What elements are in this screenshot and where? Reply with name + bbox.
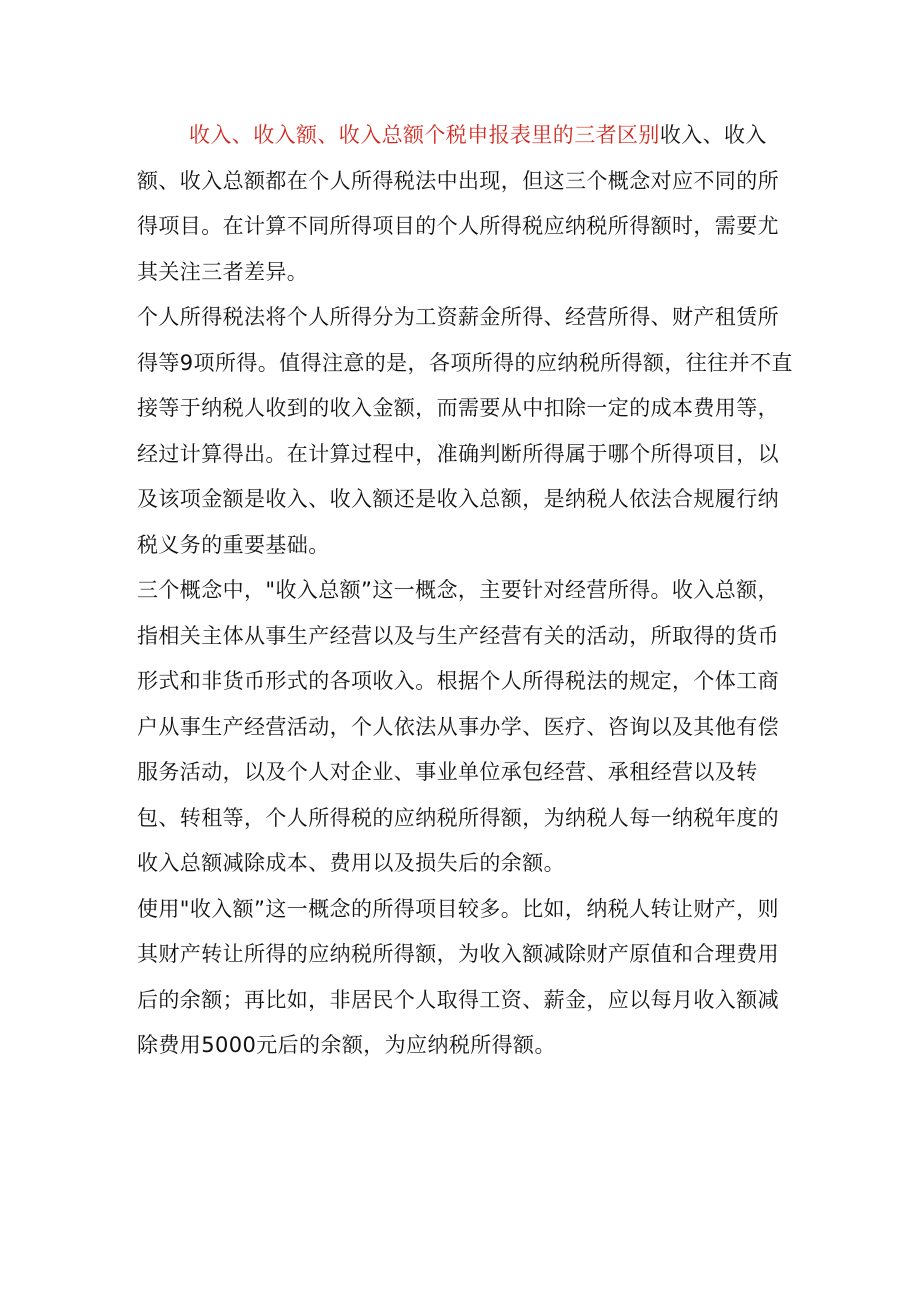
body-paragraph-1: 个人所得税法将个人所得分为工资薪金所得、经营所得、财产租赁所得等9项所得。值得注意的是，各项所得的应纳税所得额，往往并不直接等于纳税人收到的收入金额，而需要从中扣除一定的成本费用等，经过计算得出。在计算过程中，准确判断所得属于哪个所得项目，以及该项金额是收入、收入额还是收入总额，是纳税人依法合规履行纳税义务的重要基础。 [137, 305, 793, 557]
document-title: 收入、收入额、收入总额个税申报表里的三者区别 [189, 123, 660, 147]
body-paragraph-3: 使用"收入额”这一概念的所得项目较多。比如，纳税人转让财产，则其财产转让所得的应纳税所得额，为收入额减除财产原值和合理费用后的余额；再比如，非居民个人取得工资、薪金，应以每月收入额减除费用5000元后的余额，为应纳税所得额。 [137, 896, 779, 1057]
body-paragraph-2: 三个概念中，"收入总额”这一概念，主要针对经营所得。收入总额，指相关主体从事生产经营以及与生产经营有关的活动，所取得的货币形式和非货币形式的各项收入。根据个人所得税法的规定，个体工商户从事生产经营活动，个人依法从事办学、医疗、咨询以及其他有偿服务活动，以及个人对企业、事业单位承包经营、承租经营以及转包、转租等，个人所得税的应纳税所得额，为纳税人每一纳税年度的收入总额减除成本、费用以及损失后的余额。 [137, 578, 779, 875]
document-page [137, 113, 797, 1069]
intro-text: 收入、收入额、收入总额都在个人所得税法中出现，但这三个概念对应不同的所得项目。在计算不同所得项目的个人所得税应纳税所得额时，需要尤其关注三者差异。 [137, 123, 779, 284]
title-paragraph [137, 113, 797, 295]
